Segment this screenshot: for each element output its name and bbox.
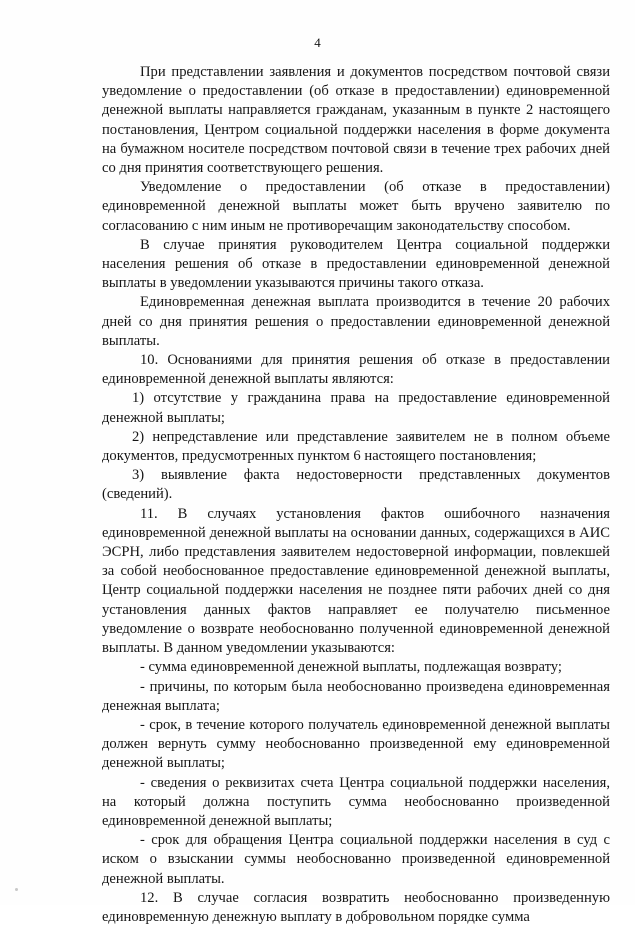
paragraph-section-10: 10. Основаниями для принятия решения об отказе в предоставлении единовременной денежной выплаты являются:: [102, 352, 610, 388]
paragraph-refusal-reasons: В случае принятия руководителем Центра социальной поддержки населения решения об отказе в предоставлении единовременной денежной выплаты в уведомлении указываются причины такого отказа.: [102, 236, 610, 292]
list-item-1: 1) отсутствие у гражданина права на предоставление единовременной денежной выплаты;: [102, 390, 610, 426]
paragraph-section-11: 11. В случаях установления фактов ошибочного назначения единовременной денежной выплаты на основании данных, содержащихся в АИС ЭСРН, либо представления заявителем недостоверной информации, повлекшей за собой необоснованное предоставление единовременной денежной выплаты, Центр социальной поддержки населения не позднее пяти рабочих дней со дня установления данных фактов направляет ее получателю письменное уведомление о возврате необоснованно полученной единовременной денежной выплаты. В данном уведомлении указываются:: [102, 505, 610, 657]
list-item-2: 2) непредставление или представление заявителем не в полном объеме документов, предусмотренных пунктом 6 настоящего постановления;: [102, 428, 610, 465]
document-body: [102, 63, 610, 927]
dash-item-account-details: - сведения о реквизитах счета Центра социальной поддержки населения, на который должна поступить сумма необоснованно произведенной единовременной денежной выплаты;: [102, 774, 610, 829]
paragraph-payment-term: Единовременная денежная выплата производится в течение 20 рабочих дней со дня принятия решения о предоставлении единовременной денежной выплаты.: [102, 294, 610, 349]
dash-item-reasons: - причины, по которым была необоснованно произведена единовременная денежная выплата;: [102, 678, 610, 714]
paragraph-section-12: 12. В случае согласия возвратить необоснованно произведенную единовременную денежную выплату в добровольном порядке сумма: [102, 889, 610, 925]
scan-dot-mark: [15, 888, 18, 891]
paragraph-delivery-method: Уведомление о предоставлении (об отказе в предоставлении) единовременной денежной выплаты может быть вручено заявителю по согласованию с ним иным не противоречащим законодательству способом.: [102, 179, 610, 234]
page-number: 4: [314, 35, 321, 50]
dash-item-deadline: - срок, в течение которого получатель единовременной денежной выплаты должен вернуть сумму необоснованно произведенной ему единовременной денежной выплаты;: [102, 716, 610, 772]
list-item-3: 3) выявление факта недостоверности представленных документов (сведений).: [102, 467, 610, 503]
dash-item-amount: - сумма единовременной денежной выплаты, подлежащая возврату;: [140, 659, 562, 676]
paragraph-postal-notice: При представлении заявления и документов посредством почтовой связи уведомление о предоставлении (об отказе в предоставлении) единовременной денежной выплаты направляется гражданам, указанным в пункте 2 настоящего постановления, Центром социальной поддержки населения в форме документа на бумажном носителе посредством почтовой связи в течение трех рабочих дней со дня принятия соответствующего решения.: [102, 64, 610, 177]
dash-item-court-deadline: - срок для обращения Центра социальной поддержки населения в суд с иском о взыскании суммы необоснованно произведенной единовременной денежной выплаты.: [102, 832, 610, 887]
